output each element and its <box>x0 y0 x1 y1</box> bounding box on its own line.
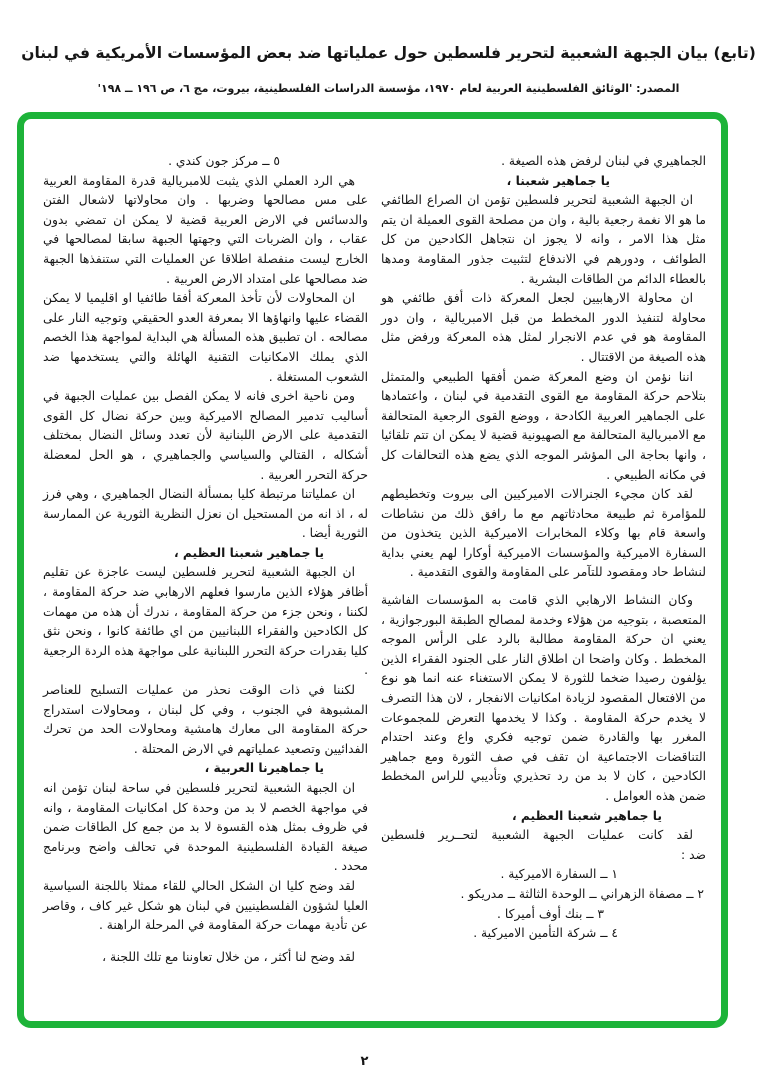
body-paragraph: ان عملياتنا مرتبطة كليا بمسألة النضال الجماهيري ، وهي فرز له ، اذ انه من المستحيل ان نعزل النظرية الثورية عن الممارسة الثورية أيضا . <box>43 487 368 541</box>
salute-line: يا جماهيرنا العربية ، <box>204 761 324 776</box>
body-paragraph: ان الجبهة الشعبية لتحرير فلسطين ليست عاجزة عن تقليم أظافر هؤلاء الذين مارسوا فعلهم الارهابي ضد حركة المقاومة ، لكننا ، ونحن جزء من حركة المقاومة ، ندرك أن هذه من مهمات كل الكادحين والفقراء اللبنانيين من اي طائفة كانوا ، ونحن نثق كليا بقدرات حركة التحرر اللبنانية على مواجهة هذه الردة الرجعية . <box>43 565 368 678</box>
body-paragraph: ان الجبهة الشعبية لتحرير فلسطين تؤمن ان الصراع الطائفي ما هو الا نغمة رجعية بالية ، وان من مصلحة القوى العميلة ان يتم مثل هذا الامر ، وانه لا يجوز ان نتجاهل الكادحين من كل الطوائف ، ودورهم في الاندفاع لتثبيت جذور المقاومة ومدها بالعطاء الدائم من الطاقات البشرية . <box>381 193 706 286</box>
body-paragraph: اننا نؤمن ان وضع المعركة ضمن أفقها الطبيعي والمتمثل بتلاحم حركة المقاومة مع القوى التقدمية في لبنان ، واعتمادها على الجماهير العربية الكادحة ، ووضع القوى الرجعية المتحالفة مع الامبريالية المتحالفة مع الصهيونية قضية لا يمكن ان تتم تلقائيا ، وانها بحاجة الى المؤشر الموجه الذي يضع هذه التحالفات كل في مكانه الطبيعي . <box>381 369 706 482</box>
body-paragraph: لقد وضح كليا ان الشكل الحالي للقاء ممثلا باللجنة السياسية العليا لشؤون الفلسطينيين في لبنان هو شكل غير كاف ، وقاصر عن تأدية مهمات حركة المقاومة في المرحلة الراهنة . <box>43 878 368 933</box>
column-left <box>43 152 368 967</box>
body-paragraph: لقد وضح لنا أكثر ، من خلال تعاوننا مع تلك اللجنة ، <box>102 949 355 964</box>
highlight-border <box>17 112 728 1028</box>
salute-line: يا جماهير شعبنا العظيم ، <box>511 808 662 823</box>
continuation-paragraph: الجماهيري في لبنان لرفض هذه الصيغة . <box>501 154 706 168</box>
page-number: ٢ <box>360 1054 369 1069</box>
column-right <box>381 152 706 967</box>
salute-line: يا جماهير شعبنا ، <box>506 173 610 188</box>
body-paragraph: ان الجبهة الشعبية لتحرير فلسطين في ساحة لبنان تؤمن انه في مواجهة الخصم لا بد من وحدة كل امكانيات المقاومة ، وانه في ظروف بمثل هذه القسوة لا بد من جمع كل الطاقات ضمن صيغة القيادة الفلسطينية الموحدة في تحالف واضح وبرنامج محدد . <box>43 781 368 874</box>
body-paragraph: ان المحاولات لأن تأخذ المعركة أفقا طائفيا او اقليميا لا يمكن القضاء عليها وانهاؤها الا بمعرفة العدو الحقيقي وتوجيه النار على مصالحه . ان تطبيق هذه المسألة هي البداية لمواجهة هذا الخصم الذي يملك الامكانيات التقنية الهائلة والتي يستخدمها ضد الشعوب المستغلة . <box>43 291 368 384</box>
operations-intro: لقد كانت عمليات الجبهة الشعبية لتحــرير فلسطين <box>381 828 693 843</box>
body-paragraph: لقد كان مجيء الجنرالات الاميركيين الى بيروت وتخطيطهم للمؤامرة ثم طبيعة محادثاتهم مع ما رافق ذلك من نشاطات واسعة قام بها وكلاء المخابرات الاميركية الذين يتخذون من السفارة الاميركية والمؤسسات الاميركية أوكارا لهم يعني بداية لنشاط حاد ومقصود للتآمر على المقاومة والقوى التقدمية . <box>381 487 706 580</box>
body-paragraph: هي الرد العملي الذي يثبت للامبريالية قدرة المقاومة العربية على مس مصالحها وضربها . وان محاولاتها لاشعال الفتن والدسائس في الارض العربية قضية لا يمكن ان تمضي بدون عقاب ، وان الضربات التي وجهتها الجبهة سابقا لمصالحها في الخارج ليست منفصلة اطلاقا عن العمليات التي ستنفذها الجبهة ضد مصالحها على امتداد الارض العربية . <box>43 173 368 286</box>
target-list-item-5: ٥ ــ مركز جون كندي . <box>168 154 280 168</box>
target-list-item-3: ٣ ــ بنك أوف أميركا . <box>497 906 604 921</box>
target-list-item-2: ٢ ــ مصفاة الزهراني ــ الوحدة الثالثة ــ مدريكو . <box>460 886 704 901</box>
body-paragraph: ان محاولة الارهابيين لجعل المعركة ذات أفق طائفي هو محاولة لتنفيذ الدور المخطط من قبل الامبريالية ، وان دور المقاومة هو في عدم الانجرار لمثل هذه المعركة ورفض مثل هذه الصيغة من الاقتتال . <box>381 291 706 364</box>
body-paragraph: وكان النشاط الارهابي الذي قامت به المؤسسات الفاشية المتعصبة ، بتوجيه من هؤلاء وخدمة لمصالح الطبقة البورجوازية ، يعني ان حركة المقاومة مطالبة بالرد على الرأس الموجه المخطط . وكان واضحا ان اطلاق النار على الجنود الفقراء الذين يؤلفون رصيدا ضخما للثورة لا يمكن الاستغناء عنه انما هو نوع من الافتعال المقصود لزيادة امكانيات الانفجار ، لان هذا التصرف لا يخدم حركة المقاومة . وكذا لا يخدمها التعرض للمجموعات المغرر بها والقادرة ضمن توجيه فكري واع وعند احتدام التناقضات الاجتماعية ان تقف في صف الثورة ومع جماهير الكادحين ، كان لا بد من رد تحذيري وتأديبي للراس المخطط ضمن هذه العوامل . <box>381 593 706 803</box>
body-paragraph: لكننا في ذات الوقت نحذر من عمليات التسليح للعناصر المشبوهة في الجنوب ، وفي كل لبنان ، ومحاولات استدراج حركة المقاومة الى معارك هامشية ومحاولات الحد من تحرك الفدائيين وتصعيد عملياتهم في الارض المحتلة . <box>43 683 368 756</box>
target-list-item-4: ٤ ــ شركة التأمين الاميركية . <box>473 926 618 941</box>
operations-intro-tail: ضد : <box>681 847 706 862</box>
body-paragraph: ومن ناحية اخرى فانه لا يمكن الفصل بين عمليات الجبهة في أساليب تدمير المصالح الاميركية وبين حركة نضال كل القوى التقدمية على الارض اللبنانية لأن تعدد وسائل النضال بمختلف أشكاله ، القتالي والسياسي والجماهيري ، هو الحل لمعضلة حركة التحرر العربية . <box>43 389 368 482</box>
document-body <box>24 119 721 967</box>
target-list-item-1: ١ ــ السفارة الاميركية . <box>500 867 618 882</box>
page-title: (تابع) بيان الجبهة الشعبية لتحرير فلسطين حول عملياتها ضد بعض المؤسسات الأمريكية في لبنان <box>21 44 756 62</box>
source-citation: المصدر: 'الوثائق الفلسطينية العربية لعام ١٩٧٠، مؤسسة الدراسات الفلسطينية، بيروت، مج ٦، ص ١٩٦ ــ ١٩٨' <box>97 82 680 95</box>
salute-line: يا جماهير شعبنا العظيم ، <box>173 545 324 560</box>
